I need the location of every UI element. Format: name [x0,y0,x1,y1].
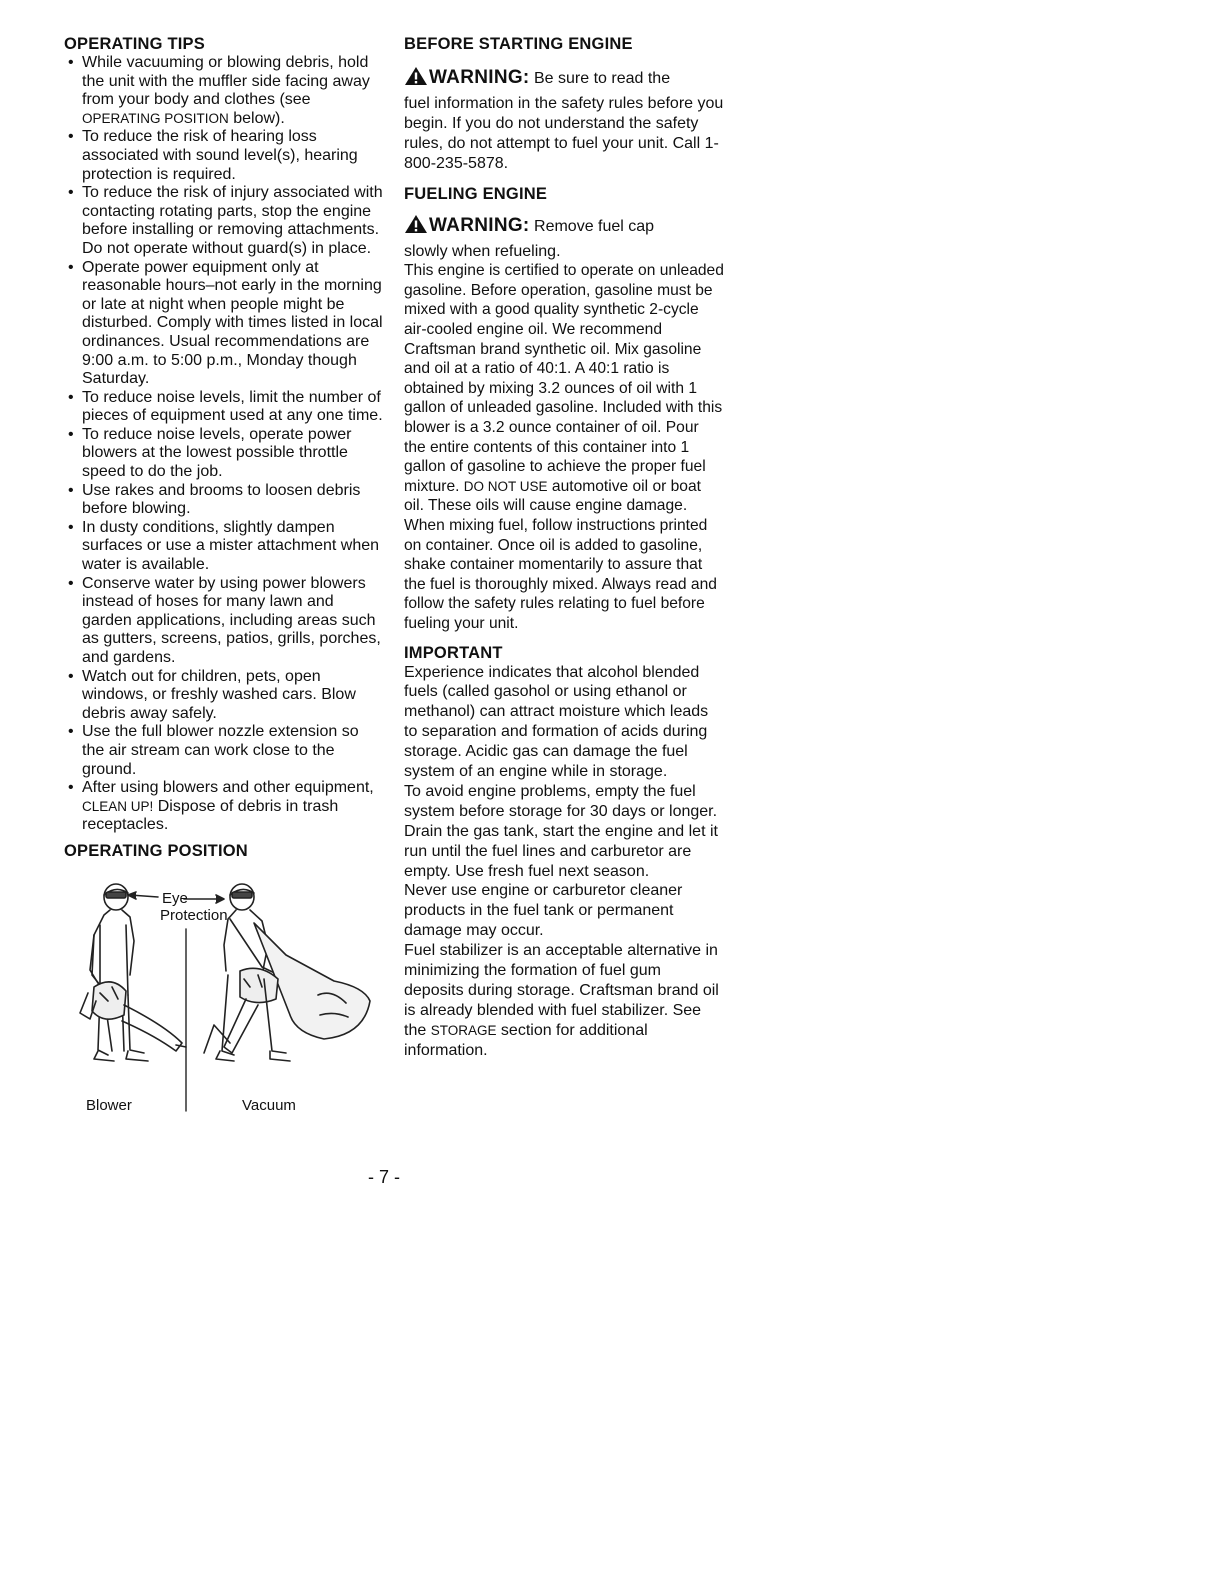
warning-block-1: WARNING: Be sure to read the [404,66,724,94]
list-item: • While vacuuming or blowing debris, hold the unit with the muffler side facing away from your body and clothes (see OPERATING POSITION below). [68,54,370,127]
operating-position-figure [64,875,384,1125]
operating-tips-list [64,54,384,835]
warning-1-text: fuel information in the safety rules before you begin. If you do not understand the safety rules, do not attempt to fuel your unit. Call 1-800-235-5878. [404,95,724,172]
list-item: • Use the full blower nozzle extension so the air stream can work close to the ground. [68,723,359,778]
operating-position-heading: OPERATING POSITION [64,841,248,860]
important-paragraph-1: Experience indicates that alcohol blended fuels (called gasohol or using ethanol or methanol) can attract moisture which leads to separation and formation of acids during storage. Acidic gas can damage the fuel system of an engine while in storage. [404,663,709,781]
blower-label: Blower [86,1096,132,1114]
fueling-heading: FUELING ENGINE [404,184,548,203]
vacuum-operator-illustration [204,884,370,1061]
list-item: • To reduce noise levels, limit the number of pieces of equipment used at any one time. [68,388,383,425]
fueling-body: This engine is certified to operate on unleaded gasoline. Before operation, gasoline must be mixed with a good quality synthetic 2-cycle air-cooled engine oil. We recommend Craftsman brand synthetic oil. Mix gasoline and oil at a ratio of 40:1. A 40:1 ratio is obtained by mixing 3.2 ounces of oil with 1 gallon of unleaded gasoline. Included with this blower is a 3.2 ounce container of oil. Pour the entire contents of this container into 1 gallon of gasoline to achieve the proper fuel mixture. DO NOT USE automotive oil or boat oil. These oils will cause engine damage. When mixing fuel, follow instructions printed on container. Once oil is added to gasoline, shake container momentarily to assure that the fuel is thoroughly mixed. Always read and follow the safety rules relating to fuel before fueling your unit. [404,262,724,632]
operating-tips-heading: OPERATING TIPS [64,35,205,53]
list-item: • Use rakes and brooms to loosen debris before blowing. [68,481,361,518]
list-item: • To reduce noise levels, operate power blowers at the lowest possible throttle speed to do the job. [68,425,352,481]
list-item: • Operate power equipment only at reasonable hours–not early in the morning or late at night when people might be disturbed. Comply with times listed in local ordinances. Usual recommendations are 9:00 a.m. to 5:00 p.m., Monday though Saturday. [68,258,383,388]
warning-triangle-icon [404,66,428,94]
before-starting-heading: BEFORE STARTING ENGINE [404,35,633,53]
list-item: • Conserve water by using power blowers instead of hoses for many lawn and garden applications, including areas such as gutters, screens, patios, grills, porches, and gardens. [68,574,381,666]
warning-label: WARNING: [429,214,530,236]
eye-label: Eye [162,889,188,907]
page-number: - 7 - [368,1167,401,1187]
protection-label: Protection [160,906,228,924]
warning-2-text: slowly when refueling. [404,242,561,260]
important-heading: IMPORTANT [404,643,503,662]
warning-block-2: WARNING: Remove fuel cap [404,214,724,242]
vacuum-label: Vacuum [242,1096,296,1114]
list-item: • In dusty conditions, slightly dampen surfaces or use a mister attachment when water is available. [68,518,380,574]
list-item: • To reduce the risk of injury associated with contacting rotating parts, stop the engine before installing or removing attachments. Do not operate without guard(s) in place. [68,184,383,257]
warning-triangle-icon [404,214,428,242]
left-column [64,34,384,1125]
important-paragraph-2: To avoid engine problems, empty the fuel system before storage for 30 days or longer. Drain the gas tank, start the engine and let it run until the fuel lines and carburetor are empty. Use fresh fuel next season. [404,782,718,880]
warning-label: WARNING: [429,67,530,88]
important-paragraph-4: Fuel stabilizer is an acceptable alternative in minimizing the formation of fuel gum deposits during storage. Craftsman brand oil is already blended with fuel stabilizer. See the STORAGE section for additional information. [404,942,719,1059]
eye-protection-callout [128,889,224,1111]
important-paragraph-3: Never use engine or carburetor cleaner products in the fuel tank or permanent damage may occur. [404,882,683,940]
list-item: • Watch out for children, pets, open windows, or freshly washed cars. Blow debris away safely. [68,667,356,722]
list-item: • After using blowers and other equipment, CLEAN UP! Dispose of debris in trash receptacles. [68,779,374,834]
right-column [404,34,724,1061]
list-item: • To reduce the risk of hearing loss associated with sound level(s), hearing protection is required. [68,128,358,183]
